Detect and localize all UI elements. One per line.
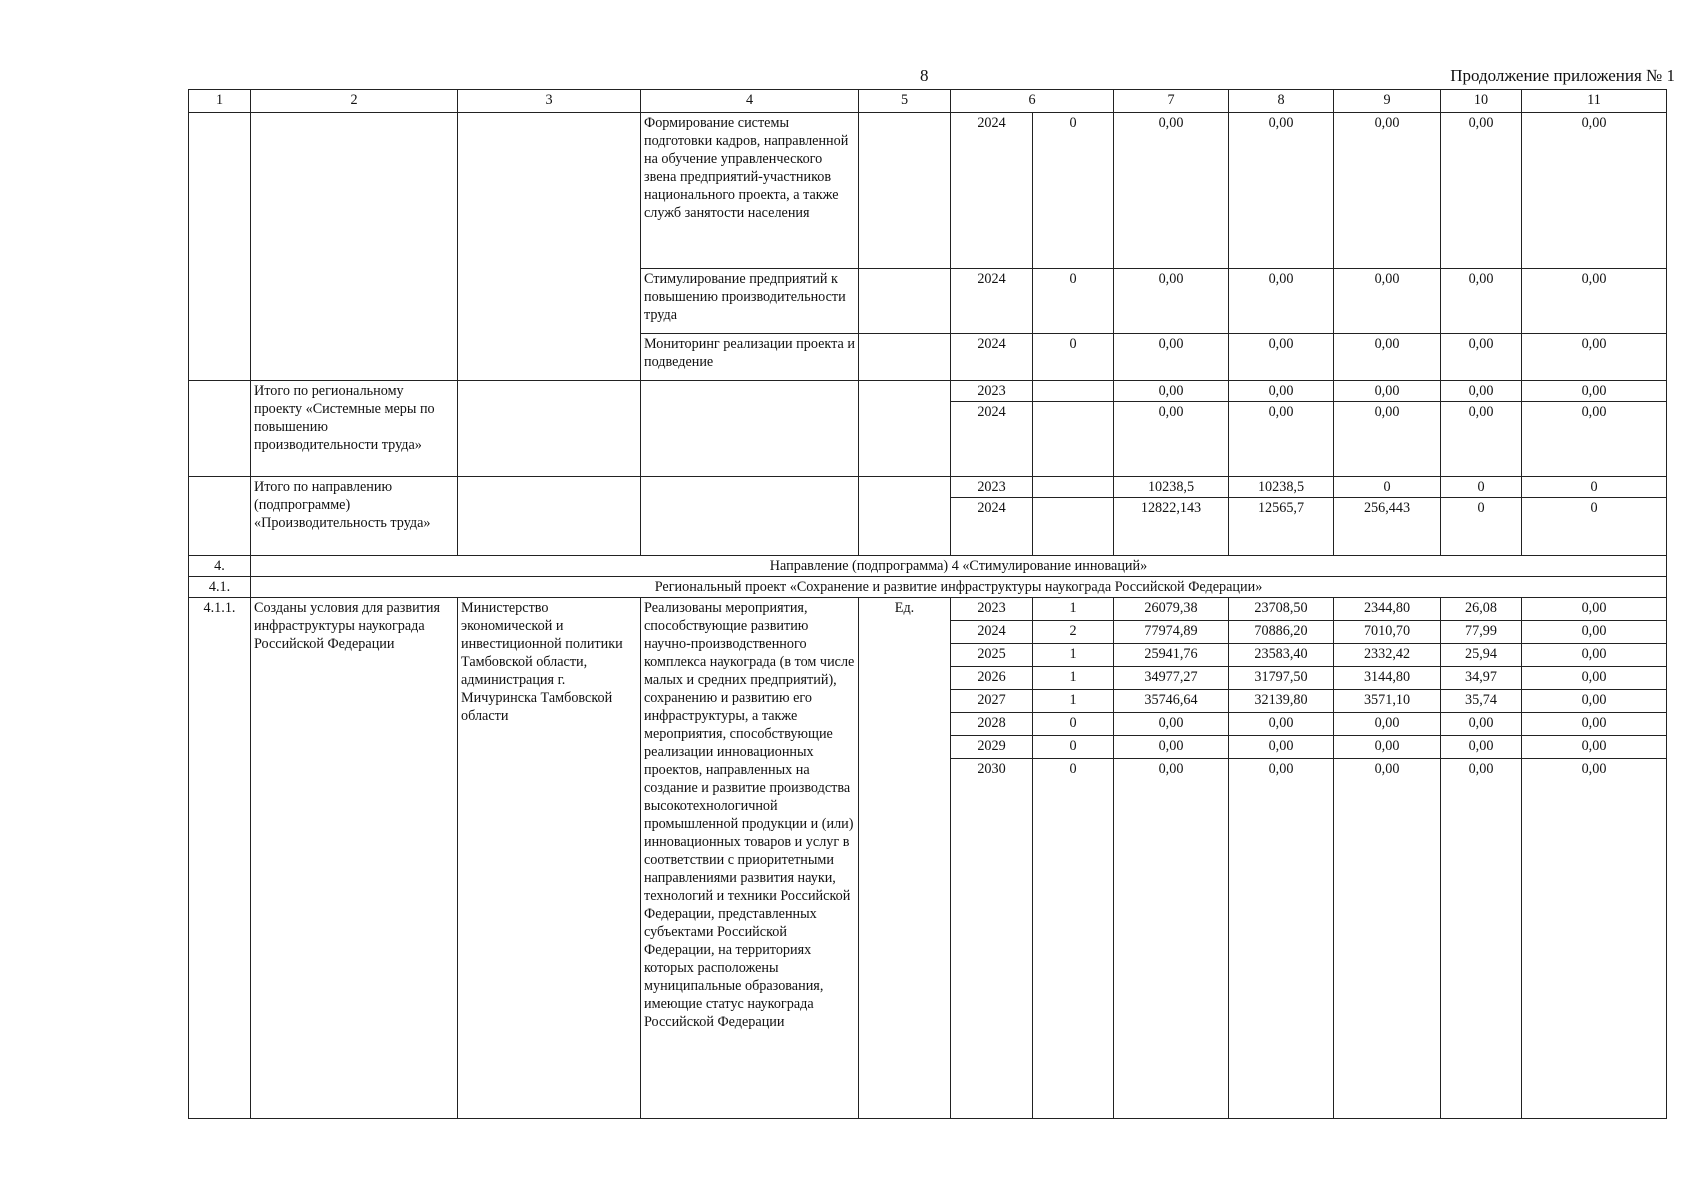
column-header: 3 — [458, 90, 641, 113]
value-cell: 10238,5 — [1229, 477, 1334, 498]
event-description: Стимулирование предприятий к повышению производительности труда — [641, 269, 859, 334]
value-cell: 0,00 — [1229, 269, 1334, 334]
column-header: 1 — [189, 90, 251, 113]
value-cell: 0,00 — [1522, 598, 1667, 621]
value-cell: 2344,80 — [1334, 598, 1441, 621]
column-header: 6 — [951, 90, 1114, 113]
cell-empty — [1033, 381, 1114, 402]
count-cell: 0 — [1033, 334, 1114, 381]
year-cell: 2024 — [951, 334, 1033, 381]
value-cell: 0,00 — [1522, 402, 1667, 477]
value-cell: 12565,7 — [1229, 498, 1334, 556]
direction-title: Направление (подпрограмма) 4 «Стимулирование инноваций» — [251, 556, 1667, 577]
value-cell: 0,00 — [1114, 113, 1229, 269]
value-cell: 31797,50 — [1229, 667, 1334, 690]
value-cell: 0,00 — [1522, 621, 1667, 644]
year-cell: 2023 — [951, 381, 1033, 402]
value-cell: 0,00 — [1334, 269, 1441, 334]
value-cell: 0 — [1441, 498, 1522, 556]
value-cell: 0,00 — [1229, 113, 1334, 269]
year-cell: 2024 — [951, 498, 1033, 556]
value-cell: 0,00 — [1229, 713, 1334, 736]
count-cell: 0 — [1033, 113, 1114, 269]
value-cell: 26,08 — [1441, 598, 1522, 621]
page-number: 8 — [920, 66, 929, 85]
appendix-table — [188, 89, 1667, 1119]
value-cell: 0,00 — [1441, 113, 1522, 269]
value-cell: 256,443 — [1334, 498, 1441, 556]
column-header: 4 — [641, 90, 859, 113]
count-cell: 0 — [1033, 269, 1114, 334]
table-row — [189, 113, 1667, 269]
value-cell: 0,00 — [1229, 402, 1334, 477]
count-cell: 2 — [1033, 621, 1114, 644]
cell-empty — [859, 334, 951, 381]
value-cell: 70886,20 — [1229, 621, 1334, 644]
cell-empty — [859, 381, 951, 477]
cell-empty — [458, 381, 641, 477]
continuation-title: Продолжение приложения № 1 — [1450, 66, 1675, 85]
column-header: 9 — [1334, 90, 1441, 113]
value-cell: 0,00 — [1522, 381, 1667, 402]
value-cell: 0,00 — [1522, 269, 1667, 334]
table-row — [189, 598, 1667, 621]
value-cell: 0,00 — [1441, 736, 1522, 759]
count-cell: 0 — [1033, 713, 1114, 736]
value-cell: 0 — [1522, 498, 1667, 556]
column-header: 5 — [859, 90, 951, 113]
cell-empty — [859, 113, 951, 269]
row-number: 4.1.1. — [189, 598, 251, 1119]
cell-empty — [859, 477, 951, 556]
value-cell: 0,00 — [1114, 402, 1229, 477]
value-cell: 0,00 — [1334, 736, 1441, 759]
value-cell: 23708,50 — [1229, 598, 1334, 621]
project-row — [189, 577, 1667, 598]
value-cell: 0,00 — [1522, 690, 1667, 713]
year-cell: 2024 — [951, 269, 1033, 334]
value-cell: 0,00 — [1522, 713, 1667, 736]
value-cell: 0,00 — [1441, 381, 1522, 402]
value-cell: 0,00 — [1522, 759, 1667, 1119]
value-cell: 32139,80 — [1229, 690, 1334, 713]
value-cell: 0,00 — [1522, 667, 1667, 690]
event-description: Мониторинг реализации проекта и подведение — [641, 334, 859, 381]
value-cell: 0,00 — [1522, 644, 1667, 667]
task-description: Созданы условия для развития инфраструктуры наукограда Российской Федерации — [251, 598, 458, 1119]
year-cell: 2025 — [951, 644, 1033, 667]
table-row — [189, 477, 1667, 498]
value-cell: 0,00 — [1441, 334, 1522, 381]
value-cell: 0,00 — [1441, 713, 1522, 736]
cell-empty — [189, 381, 251, 477]
cell-empty — [189, 477, 251, 556]
year-cell: 2026 — [951, 667, 1033, 690]
year-cell: 2024 — [951, 113, 1033, 269]
year-cell: 2027 — [951, 690, 1033, 713]
value-cell: 26079,38 — [1114, 598, 1229, 621]
value-cell: 0 — [1522, 477, 1667, 498]
value-cell: 0,00 — [1114, 334, 1229, 381]
row-number: 4.1. — [189, 577, 251, 598]
value-cell: 77974,89 — [1114, 621, 1229, 644]
count-cell: 0 — [1033, 736, 1114, 759]
value-cell: 0,00 — [1114, 759, 1229, 1119]
value-cell: 0,00 — [1114, 736, 1229, 759]
column-header: 8 — [1229, 90, 1334, 113]
value-cell: 35,74 — [1441, 690, 1522, 713]
value-cell: 0,00 — [1441, 759, 1522, 1119]
value-cell: 25941,76 — [1114, 644, 1229, 667]
cell-empty — [458, 113, 641, 381]
value-cell: 0,00 — [1114, 713, 1229, 736]
cell-empty — [189, 113, 251, 381]
value-cell: 2332,42 — [1334, 644, 1441, 667]
value-cell: 35746,64 — [1114, 690, 1229, 713]
value-cell: 0 — [1334, 477, 1441, 498]
value-cell: 0,00 — [1229, 736, 1334, 759]
value-cell: 3571,10 — [1334, 690, 1441, 713]
project-title: Региональный проект «Сохранение и развитие инфраструктуры наукограда Российской Федерации» — [251, 577, 1667, 598]
value-cell: 0,00 — [1114, 381, 1229, 402]
column-header: 2 — [251, 90, 458, 113]
cell-empty — [251, 113, 458, 381]
value-cell: 25,94 — [1441, 644, 1522, 667]
value-cell: 0,00 — [1334, 402, 1441, 477]
cell-empty — [1033, 498, 1114, 556]
executor: Министерство экономической и инвестиционной политики Тамбовской области, администрация г. Мичуринска Тамбовской области — [458, 598, 641, 1119]
table-row — [189, 381, 1667, 402]
value-cell: 23583,40 — [1229, 644, 1334, 667]
value-cell: 0,00 — [1522, 334, 1667, 381]
value-cell: 34977,27 — [1114, 667, 1229, 690]
result-description: Реализованы мероприятия, способствующие развитию научно-производственного комплекса наукограда (в том числе малых и средних предприятий), сохранению и развитию его инфраструктуры, а также мероприятия, способствующие реализации инновационных проектов, направленных на создание и развитие производства высокотехнологичной промышленной продукции и (или) инновационных товаров и услуг в соответствии с приоритетными направлениями развития науки, технологий и техники Российской Федерации, представленных субъектами Российской Федерации, на территориях которых расположены муниципальные образования, имеющие статус наукограда Российской Федерации — [641, 598, 859, 1119]
year-cell: 2023 — [951, 598, 1033, 621]
year-cell: 2024 — [951, 402, 1033, 477]
value-cell: 12822,143 — [1114, 498, 1229, 556]
value-cell: 0,00 — [1229, 334, 1334, 381]
value-cell: 0,00 — [1522, 736, 1667, 759]
cell-empty — [1033, 477, 1114, 498]
total-direction-label: Итого по направлению (подпрограмме) «Производительность труда» — [251, 477, 458, 556]
value-cell: 0,00 — [1334, 334, 1441, 381]
cell-empty — [641, 381, 859, 477]
cell-empty — [641, 477, 859, 556]
value-cell: 0,00 — [1229, 381, 1334, 402]
year-cell: 2024 — [951, 621, 1033, 644]
value-cell: 0,00 — [1334, 381, 1441, 402]
value-cell: 3144,80 — [1334, 667, 1441, 690]
value-cell: 77,99 — [1441, 621, 1522, 644]
year-cell: 2030 — [951, 759, 1033, 1119]
value-cell: 0,00 — [1522, 113, 1667, 269]
event-description: Формирование системы подготовки кадров, направленной на обучение управленческого звена предприятий-участников национального проекта, а также служб занятости населения — [641, 113, 859, 269]
row-number: 4. — [189, 556, 251, 577]
year-cell: 2028 — [951, 713, 1033, 736]
direction-row — [189, 556, 1667, 577]
column-header: 10 — [1441, 90, 1522, 113]
year-cell: 2023 — [951, 477, 1033, 498]
column-header: 11 — [1522, 90, 1667, 113]
count-cell: 1 — [1033, 667, 1114, 690]
cell-empty — [859, 269, 951, 334]
value-cell: 0,00 — [1334, 713, 1441, 736]
cell-empty — [1033, 402, 1114, 477]
value-cell: 0 — [1441, 477, 1522, 498]
value-cell: 10238,5 — [1114, 477, 1229, 498]
column-header: 7 — [1114, 90, 1229, 113]
value-cell: 34,97 — [1441, 667, 1522, 690]
value-cell: 0,00 — [1441, 402, 1522, 477]
cell-empty — [458, 477, 641, 556]
unit-cell: Ед. — [859, 598, 951, 1119]
year-cell: 2029 — [951, 736, 1033, 759]
count-cell: 0 — [1033, 759, 1114, 1119]
value-cell: 0,00 — [1229, 759, 1334, 1119]
column-number-row — [189, 90, 1667, 113]
total-regional-label: Итого по региональному проекту «Системные меры по повышению производительности труда» — [251, 381, 458, 477]
value-cell: 7010,70 — [1334, 621, 1441, 644]
value-cell: 0,00 — [1441, 269, 1522, 334]
count-cell: 1 — [1033, 690, 1114, 713]
value-cell: 0,00 — [1114, 269, 1229, 334]
count-cell: 1 — [1033, 644, 1114, 667]
value-cell: 0,00 — [1334, 759, 1441, 1119]
count-cell: 1 — [1033, 598, 1114, 621]
value-cell: 0,00 — [1334, 113, 1441, 269]
